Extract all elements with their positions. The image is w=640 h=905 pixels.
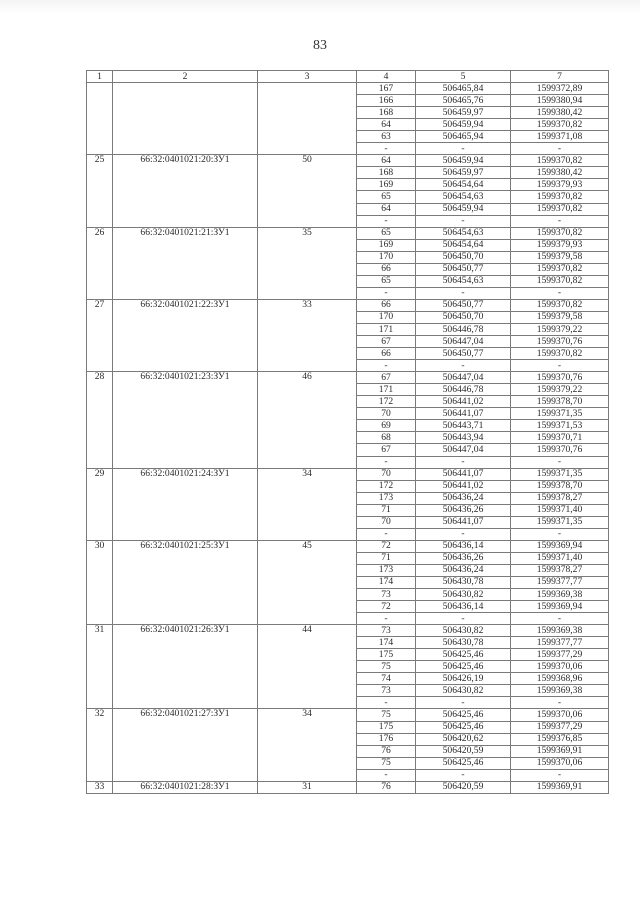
y-coordinate-cell: 1599370,71 (511, 432, 609, 444)
x-coordinate-cell: 506459,97 (416, 107, 511, 119)
point-number-cell: 67 (357, 372, 416, 384)
y-coordinate-cell: - (511, 143, 609, 155)
x-coordinate-cell: 506450,77 (416, 263, 511, 275)
point-number-cell: 68 (357, 432, 416, 444)
point-number-cell: - (357, 287, 416, 299)
x-coordinate-cell: 506441,02 (416, 480, 511, 492)
cadastral-number-cell: 66:32:0401021:21:ЗУ1 (113, 227, 258, 299)
point-number-cell: 66 (357, 263, 416, 275)
x-coordinate-cell: 506450,77 (416, 348, 511, 360)
parcel-number-cell: 33 (87, 781, 113, 793)
x-coordinate-cell: 506441,07 (416, 408, 511, 420)
x-coordinate-cell: - (416, 215, 511, 227)
x-coordinate-cell: 506436,24 (416, 564, 511, 576)
cadastral-number-cell: 66:32:0401021:22:ЗУ1 (113, 299, 258, 371)
column-header: 5 (416, 71, 511, 83)
y-coordinate-cell: 1599370,82 (511, 203, 609, 215)
x-coordinate-cell: 506430,82 (416, 685, 511, 697)
y-coordinate-cell: 1599379,93 (511, 239, 609, 251)
column-header: 1 (87, 71, 113, 83)
y-coordinate-cell: 1599370,82 (511, 191, 609, 203)
cadastral-number-cell: 66:32:0401021:24:ЗУ1 (113, 468, 258, 540)
x-coordinate-cell: 506447,04 (416, 336, 511, 348)
point-number-cell: 174 (357, 576, 416, 588)
x-coordinate-cell: - (416, 287, 511, 299)
x-coordinate-cell: 506459,94 (416, 203, 511, 215)
cadastral-number-cell: 66:32:0401021:28:ЗУ1 (113, 781, 258, 793)
y-coordinate-cell: 1599377,29 (511, 649, 609, 661)
x-coordinate-cell: 506436,26 (416, 504, 511, 516)
point-number-cell: 69 (357, 420, 416, 432)
x-coordinate-cell: 506459,97 (416, 167, 511, 179)
parcel-number-cell: 30 (87, 540, 113, 624)
x-coordinate-cell: - (416, 769, 511, 781)
point-number-cell: 75 (357, 757, 416, 769)
x-coordinate-cell: 506430,82 (416, 625, 511, 637)
point-number-cell: 170 (357, 311, 416, 323)
y-coordinate-cell: 1599379,93 (511, 179, 609, 191)
y-coordinate-cell: 1599380,94 (511, 95, 609, 107)
y-coordinate-cell: 1599369,38 (511, 625, 609, 637)
x-coordinate-cell: 506465,94 (416, 131, 511, 143)
y-coordinate-cell: 1599371,08 (511, 131, 609, 143)
table-row (87, 540, 609, 552)
coordinates-table (86, 70, 609, 794)
point-number-cell: 70 (357, 468, 416, 480)
cadastral-number-cell: 66:32:0401021:25:ЗУ1 (113, 540, 258, 624)
y-coordinate-cell: 1599369,38 (511, 685, 609, 697)
area-cell: 31 (258, 781, 357, 793)
x-coordinate-cell: 506454,63 (416, 275, 511, 287)
y-coordinate-cell: 1599370,06 (511, 661, 609, 673)
x-coordinate-cell: 506441,02 (416, 396, 511, 408)
point-number-cell: 175 (357, 649, 416, 661)
parcel-number-cell (87, 83, 113, 155)
point-number-cell: 72 (357, 601, 416, 613)
point-number-cell: 174 (357, 637, 416, 649)
point-number-cell: 64 (357, 203, 416, 215)
column-header: 4 (357, 71, 416, 83)
point-number-cell: 173 (357, 564, 416, 576)
point-number-cell: 175 (357, 721, 416, 733)
x-coordinate-cell: 506430,78 (416, 576, 511, 588)
point-number-cell: 73 (357, 685, 416, 697)
point-number-cell: 75 (357, 709, 416, 721)
y-coordinate-cell: 1599379,22 (511, 323, 609, 335)
column-header: 3 (258, 71, 357, 83)
point-number-cell: 64 (357, 119, 416, 131)
cadastral-number-cell: 66:32:0401021:27:ЗУ1 (113, 709, 258, 781)
x-coordinate-cell: 506454,64 (416, 179, 511, 191)
x-coordinate-cell: 506443,94 (416, 432, 511, 444)
area-cell: 35 (258, 227, 357, 299)
x-coordinate-cell: 506465,76 (416, 95, 511, 107)
x-coordinate-cell: 506454,63 (416, 227, 511, 239)
y-coordinate-cell: 1599369,38 (511, 589, 609, 601)
point-number-cell: 168 (357, 107, 416, 119)
point-number-cell: 166 (357, 95, 416, 107)
point-number-cell: 63 (357, 131, 416, 143)
x-coordinate-cell: - (416, 528, 511, 540)
x-coordinate-cell: 506430,78 (416, 637, 511, 649)
x-coordinate-cell: 506459,94 (416, 119, 511, 131)
y-coordinate-cell: 1599378,70 (511, 480, 609, 492)
point-number-cell: 66 (357, 299, 416, 311)
point-number-cell: 64 (357, 155, 416, 167)
y-coordinate-cell: 1599370,82 (511, 275, 609, 287)
parcel-number-cell: 26 (87, 227, 113, 299)
x-coordinate-cell: - (416, 613, 511, 625)
y-coordinate-cell: - (511, 287, 609, 299)
y-coordinate-cell: 1599371,53 (511, 420, 609, 432)
point-number-cell: 66 (357, 348, 416, 360)
x-coordinate-cell: 506454,64 (416, 239, 511, 251)
point-number-cell: 168 (357, 167, 416, 179)
y-coordinate-cell: 1599370,82 (511, 299, 609, 311)
point-number-cell: - (357, 360, 416, 372)
x-coordinate-cell: 506425,46 (416, 721, 511, 733)
column-header: 2 (113, 71, 258, 83)
point-number-cell: 75 (357, 661, 416, 673)
y-coordinate-cell: 1599378,27 (511, 492, 609, 504)
x-coordinate-cell: - (416, 697, 511, 709)
y-coordinate-cell: 1599370,76 (511, 444, 609, 456)
x-coordinate-cell: 506425,46 (416, 757, 511, 769)
x-coordinate-cell: 506425,46 (416, 709, 511, 721)
table-row (87, 781, 609, 793)
x-coordinate-cell: 506450,70 (416, 251, 511, 263)
x-coordinate-cell: - (416, 143, 511, 155)
point-number-cell: - (357, 528, 416, 540)
page-number: 83 (313, 38, 327, 53)
point-number-cell: 71 (357, 552, 416, 564)
point-number-cell: 74 (357, 673, 416, 685)
y-coordinate-cell: 1599370,82 (511, 227, 609, 239)
x-coordinate-cell: 506441,07 (416, 468, 511, 480)
point-number-cell: 171 (357, 384, 416, 396)
point-number-cell: 172 (357, 480, 416, 492)
y-coordinate-cell: 1599372,89 (511, 83, 609, 95)
point-number-cell: 67 (357, 444, 416, 456)
cadastral-number-cell (113, 83, 258, 155)
x-coordinate-cell: 506420,59 (416, 781, 511, 793)
x-coordinate-cell: 506459,94 (416, 155, 511, 167)
y-coordinate-cell: 1599378,70 (511, 396, 609, 408)
x-coordinate-cell: 506446,78 (416, 323, 511, 335)
parcel-number-cell: 25 (87, 155, 113, 227)
point-number-cell: 76 (357, 745, 416, 757)
table-header-row (87, 71, 609, 83)
point-number-cell: - (357, 769, 416, 781)
y-coordinate-cell: 1599379,58 (511, 311, 609, 323)
y-coordinate-cell: 1599369,91 (511, 745, 609, 757)
x-coordinate-cell: 506447,04 (416, 444, 511, 456)
y-coordinate-cell: 1599370,82 (511, 263, 609, 275)
x-coordinate-cell: 506420,59 (416, 745, 511, 757)
point-number-cell: 172 (357, 396, 416, 408)
table-row (87, 83, 609, 95)
point-number-cell: 70 (357, 516, 416, 528)
parcel-number-cell: 31 (87, 625, 113, 709)
y-coordinate-cell: 1599380,42 (511, 107, 609, 119)
y-coordinate-cell: 1599380,42 (511, 167, 609, 179)
y-coordinate-cell: 1599370,76 (511, 336, 609, 348)
y-coordinate-cell: 1599377,77 (511, 637, 609, 649)
table-row (87, 468, 609, 480)
x-coordinate-cell: 506446,78 (416, 384, 511, 396)
y-coordinate-cell: 1599371,35 (511, 408, 609, 420)
point-number-cell: 73 (357, 625, 416, 637)
point-number-cell: 169 (357, 179, 416, 191)
column-header: 7 (511, 71, 609, 83)
point-number-cell: - (357, 697, 416, 709)
y-coordinate-cell: 1599378,27 (511, 564, 609, 576)
y-coordinate-cell: 1599376,85 (511, 733, 609, 745)
table-row (87, 155, 609, 167)
y-coordinate-cell: - (511, 360, 609, 372)
y-coordinate-cell: - (511, 528, 609, 540)
y-coordinate-cell: 1599369,94 (511, 601, 609, 613)
y-coordinate-cell: 1599370,06 (511, 709, 609, 721)
table-row (87, 227, 609, 239)
y-coordinate-cell: 1599371,35 (511, 516, 609, 528)
y-coordinate-cell: 1599369,94 (511, 540, 609, 552)
y-coordinate-cell: - (511, 769, 609, 781)
x-coordinate-cell: 506441,07 (416, 516, 511, 528)
area-cell: 46 (258, 372, 357, 468)
x-coordinate-cell: 506420,62 (416, 733, 511, 745)
cadastral-number-cell: 66:32:0401021:20:ЗУ1 (113, 155, 258, 227)
area-cell: 50 (258, 155, 357, 227)
point-number-cell: - (357, 456, 416, 468)
area-cell: 44 (258, 625, 357, 709)
y-coordinate-cell: 1599377,77 (511, 576, 609, 588)
point-number-cell: 65 (357, 227, 416, 239)
x-coordinate-cell: 506430,82 (416, 589, 511, 601)
cadastral-number-cell: 66:32:0401021:26:ЗУ1 (113, 625, 258, 709)
point-number-cell: 71 (357, 504, 416, 516)
parcel-number-cell: 27 (87, 299, 113, 371)
x-coordinate-cell: 506447,04 (416, 372, 511, 384)
x-coordinate-cell: 506436,26 (416, 552, 511, 564)
point-number-cell: - (357, 215, 416, 227)
y-coordinate-cell: 1599370,06 (511, 757, 609, 769)
area-cell: 45 (258, 540, 357, 624)
point-number-cell: 173 (357, 492, 416, 504)
x-coordinate-cell: 506425,46 (416, 661, 511, 673)
area-cell: 34 (258, 709, 357, 781)
area-cell: 33 (258, 299, 357, 371)
x-coordinate-cell: 506425,46 (416, 649, 511, 661)
point-number-cell: 73 (357, 589, 416, 601)
y-coordinate-cell: - (511, 215, 609, 227)
area-cell: 34 (258, 468, 357, 540)
y-coordinate-cell: 1599368,96 (511, 673, 609, 685)
y-coordinate-cell: - (511, 456, 609, 468)
y-coordinate-cell: 1599370,82 (511, 155, 609, 167)
y-coordinate-cell: 1599379,22 (511, 384, 609, 396)
point-number-cell: 76 (357, 781, 416, 793)
y-coordinate-cell: - (511, 697, 609, 709)
point-number-cell: 170 (357, 251, 416, 263)
point-number-cell: 167 (357, 83, 416, 95)
y-coordinate-cell: - (511, 613, 609, 625)
point-number-cell: 171 (357, 323, 416, 335)
x-coordinate-cell: 506436,14 (416, 601, 511, 613)
y-coordinate-cell: 1599371,40 (511, 504, 609, 516)
point-number-cell: 176 (357, 733, 416, 745)
x-coordinate-cell: 506454,63 (416, 191, 511, 203)
cadastral-number-cell: 66:32:0401021:23:ЗУ1 (113, 372, 258, 468)
point-number-cell: 169 (357, 239, 416, 251)
y-coordinate-cell: 1599371,35 (511, 468, 609, 480)
x-coordinate-cell: 506426,19 (416, 673, 511, 685)
point-number-cell: 65 (357, 275, 416, 287)
point-number-cell: 70 (357, 408, 416, 420)
x-coordinate-cell: 506450,70 (416, 311, 511, 323)
point-number-cell: 65 (357, 191, 416, 203)
y-coordinate-cell: 1599371,40 (511, 552, 609, 564)
y-coordinate-cell: 1599379,58 (511, 251, 609, 263)
point-number-cell: 72 (357, 540, 416, 552)
parcel-number-cell: 29 (87, 468, 113, 540)
x-coordinate-cell: - (416, 456, 511, 468)
x-coordinate-cell: 506436,14 (416, 540, 511, 552)
table-body (87, 83, 609, 794)
table-row (87, 709, 609, 721)
table-row (87, 299, 609, 311)
x-coordinate-cell: 506436,24 (416, 492, 511, 504)
parcel-number-cell: 32 (87, 709, 113, 781)
x-coordinate-cell: - (416, 360, 511, 372)
table-row (87, 625, 609, 637)
point-number-cell: - (357, 143, 416, 155)
x-coordinate-cell: 506443,71 (416, 420, 511, 432)
y-coordinate-cell: 1599370,82 (511, 348, 609, 360)
y-coordinate-cell: 1599370,76 (511, 372, 609, 384)
y-coordinate-cell: 1599377,29 (511, 721, 609, 733)
x-coordinate-cell: 506465,84 (416, 83, 511, 95)
point-number-cell: 67 (357, 336, 416, 348)
point-number-cell: - (357, 613, 416, 625)
y-coordinate-cell: 1599370,82 (511, 119, 609, 131)
parcel-number-cell: 28 (87, 372, 113, 468)
y-coordinate-cell: 1599369,91 (511, 781, 609, 793)
x-coordinate-cell: 506450,77 (416, 299, 511, 311)
area-cell (258, 83, 357, 155)
table-row (87, 372, 609, 384)
